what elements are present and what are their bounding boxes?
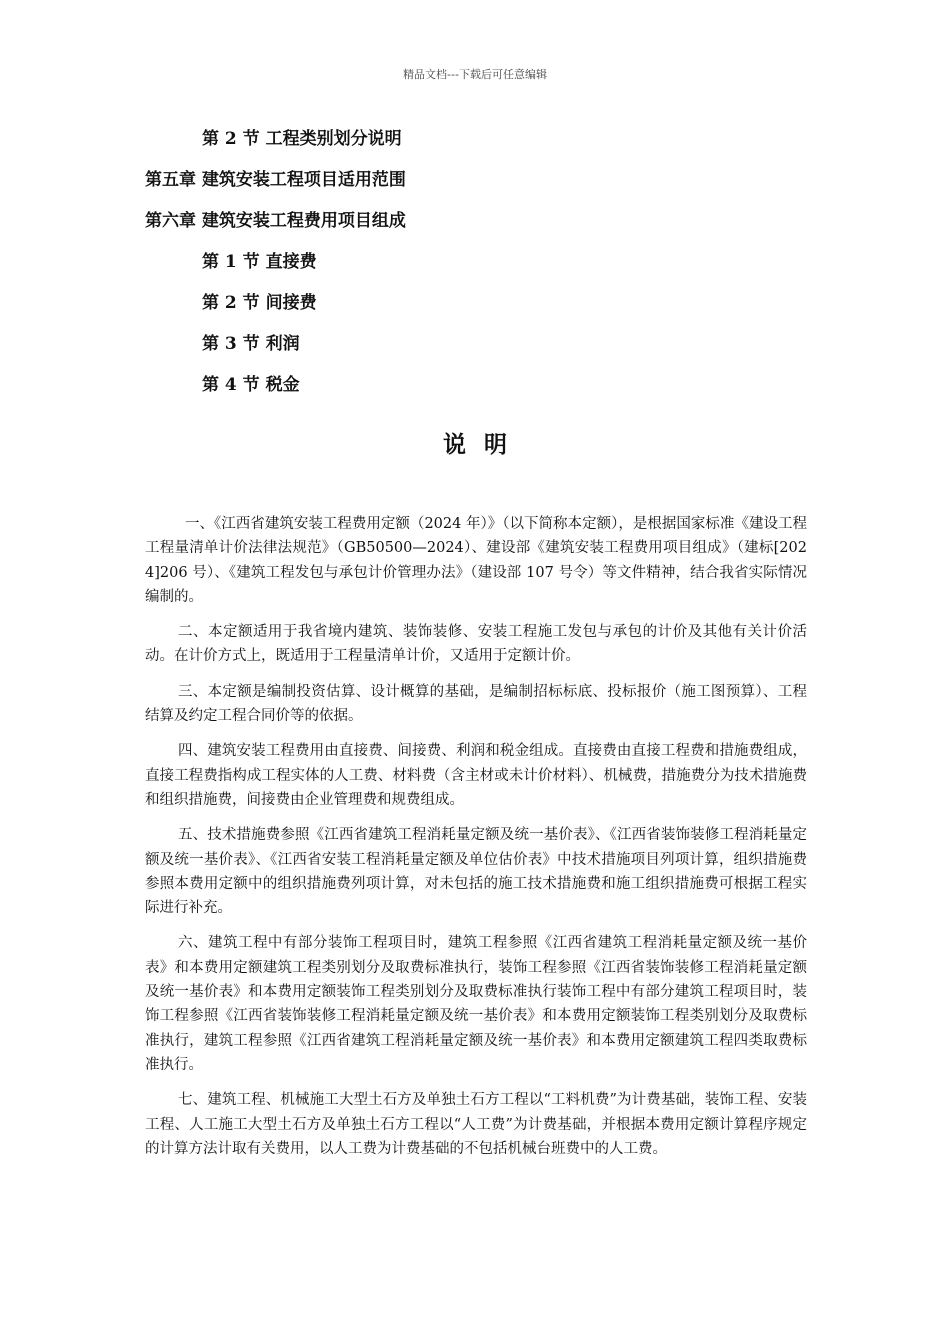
- table-of-contents: [145, 124, 825, 411]
- toc-section-2-indirect-cost: 第 2 节 间接费: [202, 293, 317, 313]
- section-title: 说明: [443, 431, 525, 458]
- paragraph-3: 三、本定额是编制投资估算、设计概算的基础，是编制招标标底、投标报价（施工图预算）、工程结算及约定工程合同价等的依据。: [145, 683, 807, 725]
- paragraph-4: 四、建筑安装工程费用由直接费、间接费、利润和税金组成。直接费由直接工程费和措施费组成，直接工程费指构成工程实体的人工费、材料费（含主材或未计价材料）、机械费，措施费分为技术措施费和组织措施费，间接费由企业管理费和规费组成。: [145, 743, 807, 808]
- toc-section-1-direct-cost: 第 1 节 直接费: [202, 252, 317, 272]
- toc-section-2-category: 第 2 节 工程类别划分说明: [202, 129, 402, 149]
- toc-section-4-tax: 第 4 节 税金: [202, 375, 300, 395]
- paragraph-1: 一、《江西省建筑安装工程费用定额（2024 年）》（以下简称本定额），是根据国家标准《建设工程工程量清单计价法律法规范》（GB50500—2024）、建设部《建筑安装工程费用项目组成》（建标[2024]206 号）、《建筑工程发包与承包计价管理办法》（建设部 107 号令）等文件精神，结合我省实际情况编制的。: [145, 516, 807, 605]
- paragraph-2: 二、本定额适用于我省境内建筑、装饰装修、安装工程施工发包与承包的计价及其他有关计价活动。在计价方式上，既适用于工程量清单计价，又适用于定额计价。: [145, 624, 807, 665]
- toc-chapter-5: 第五章 建筑安装工程项目适用范围: [145, 170, 406, 190]
- header-note: 精品文档---下载后可任意编辑: [403, 68, 547, 81]
- paragraph-6: 六、建筑工程中有部分装饰工程项目时，建筑工程参照《江西省建筑工程消耗量定额及统一基价表》和本费用定额建筑工程类别划分及取费标准执行，装饰工程参照《江西省装饰装修工程消耗量定额及统一基价表》和本费用定额装饰工程类别划分及取费标准执行装饰工程中有部分建筑工程项目时，装饰工程参照《江西省装饰装修工程消耗量定额及统一基价表》和本费用定额装饰工程类别划分及取费标准执行，建筑工程参照《江西省建筑工程消耗量定额及统一基价表》和本费用定额建筑工程四类取费标准执行。: [145, 935, 807, 1073]
- toc-section-3-profit: 第 3 节 利润: [202, 334, 300, 354]
- toc-chapter-6: 第六章 建筑安装工程费用项目组成: [145, 211, 406, 231]
- document-body: [145, 512, 807, 1172]
- paragraph-5: 五、技术措施费参照《江西省建筑工程消耗量定额及统一基价表》、《江西省装饰装修工程消耗量定额及统一基价表》、《江西省安装工程消耗量定额及单位估价表》中技术措施项目列项计算，组织措施费参照本费用定额中的组织措施费列项计算，对未包括的施工技术措施费和施工组织措施费可根据工程实际进行补充。: [145, 827, 807, 917]
- paragraph-7: 七、建筑工程、机械施工大型土石方及单独土石方工程以“工料机费”为计费基础，装饰工程、安装工程、人工施工大型土石方及单独土石方工程以“人工费”为计费基础，并根据本费用定额计算程序规定的计算方法计取有关费用，以人工费为计费基础的不包括机械台班费中的人工费。: [145, 1092, 807, 1157]
